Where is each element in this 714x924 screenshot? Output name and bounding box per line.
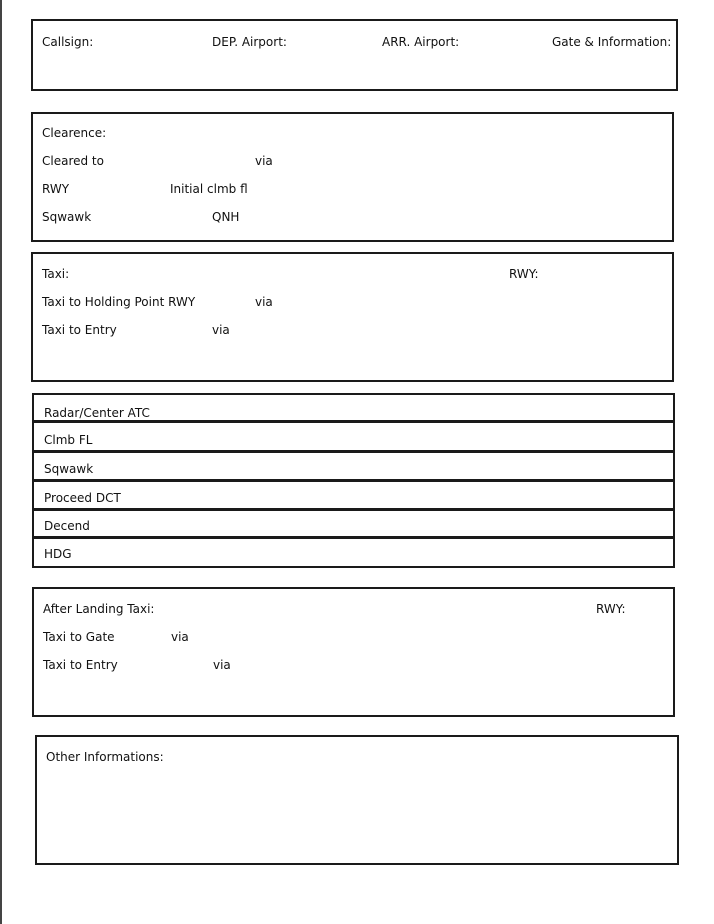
arr-airport-label: ARR. Airport: [382, 35, 460, 49]
taxi-rwy-label: RWY: [509, 267, 539, 281]
initial-climb-label: Initial clmb fl [170, 182, 248, 196]
radar-climb-label: Clmb FL [44, 433, 93, 447]
radar-row-heading [34, 539, 673, 567]
clearance-rwy-label: RWY [42, 182, 70, 196]
page-left-edge [0, 0, 2, 924]
other-info-title: Other Informations: [46, 750, 164, 764]
radar-direct-label: Proceed DCT [44, 491, 121, 505]
radar-heading-label: HDG [44, 547, 72, 561]
radar-center-box [32, 393, 675, 568]
after-landing-entry-label: Taxi to Entry [43, 658, 118, 672]
taxi-title: Taxi: [42, 267, 70, 281]
dep-airport-label: DEP. Airport: [212, 35, 287, 49]
radar-row-descend [34, 511, 673, 539]
cleared-via-label: via [255, 154, 273, 168]
qnh-label: QNH [212, 210, 240, 224]
radar-atc-label: Radar/Center ATC [44, 406, 150, 420]
radar-row-squawk [34, 454, 673, 482]
cleared-to-label: Cleared to [42, 154, 104, 168]
after-landing-title: After Landing Taxi: [43, 602, 155, 616]
gate-info-label: Gate & Information: [552, 35, 672, 49]
after-landing-rwy-label: RWY: [596, 602, 626, 616]
taxi-gate-via-label: via [171, 630, 189, 644]
after-landing-entry-via-label: via [213, 658, 231, 672]
callsign-label: Callsign: [42, 35, 94, 49]
flight-header-box [31, 19, 678, 91]
taxi-entry-label: Taxi to Entry [42, 323, 117, 337]
radar-row-direct [34, 483, 673, 511]
taxi-gate-label: Taxi to Gate [43, 630, 115, 644]
radar-descend-label: Decend [44, 519, 90, 533]
radar-squawk-label: Sqwawk [44, 462, 94, 476]
taxi-entry-via-label: via [212, 323, 230, 337]
clearance-squawk-label: Sqwawk [42, 210, 92, 224]
radar-row-climb [34, 425, 673, 453]
other-info-box [35, 735, 679, 865]
after-landing-box [32, 587, 675, 717]
taxi-box [31, 252, 674, 382]
clearance-title: Clearence: [42, 126, 107, 140]
clearance-box [31, 112, 674, 242]
radar-row-atc [34, 395, 673, 423]
holding-point-label: Taxi to Holding Point RWY [42, 295, 196, 309]
holding-point-via-label: via [255, 295, 273, 309]
